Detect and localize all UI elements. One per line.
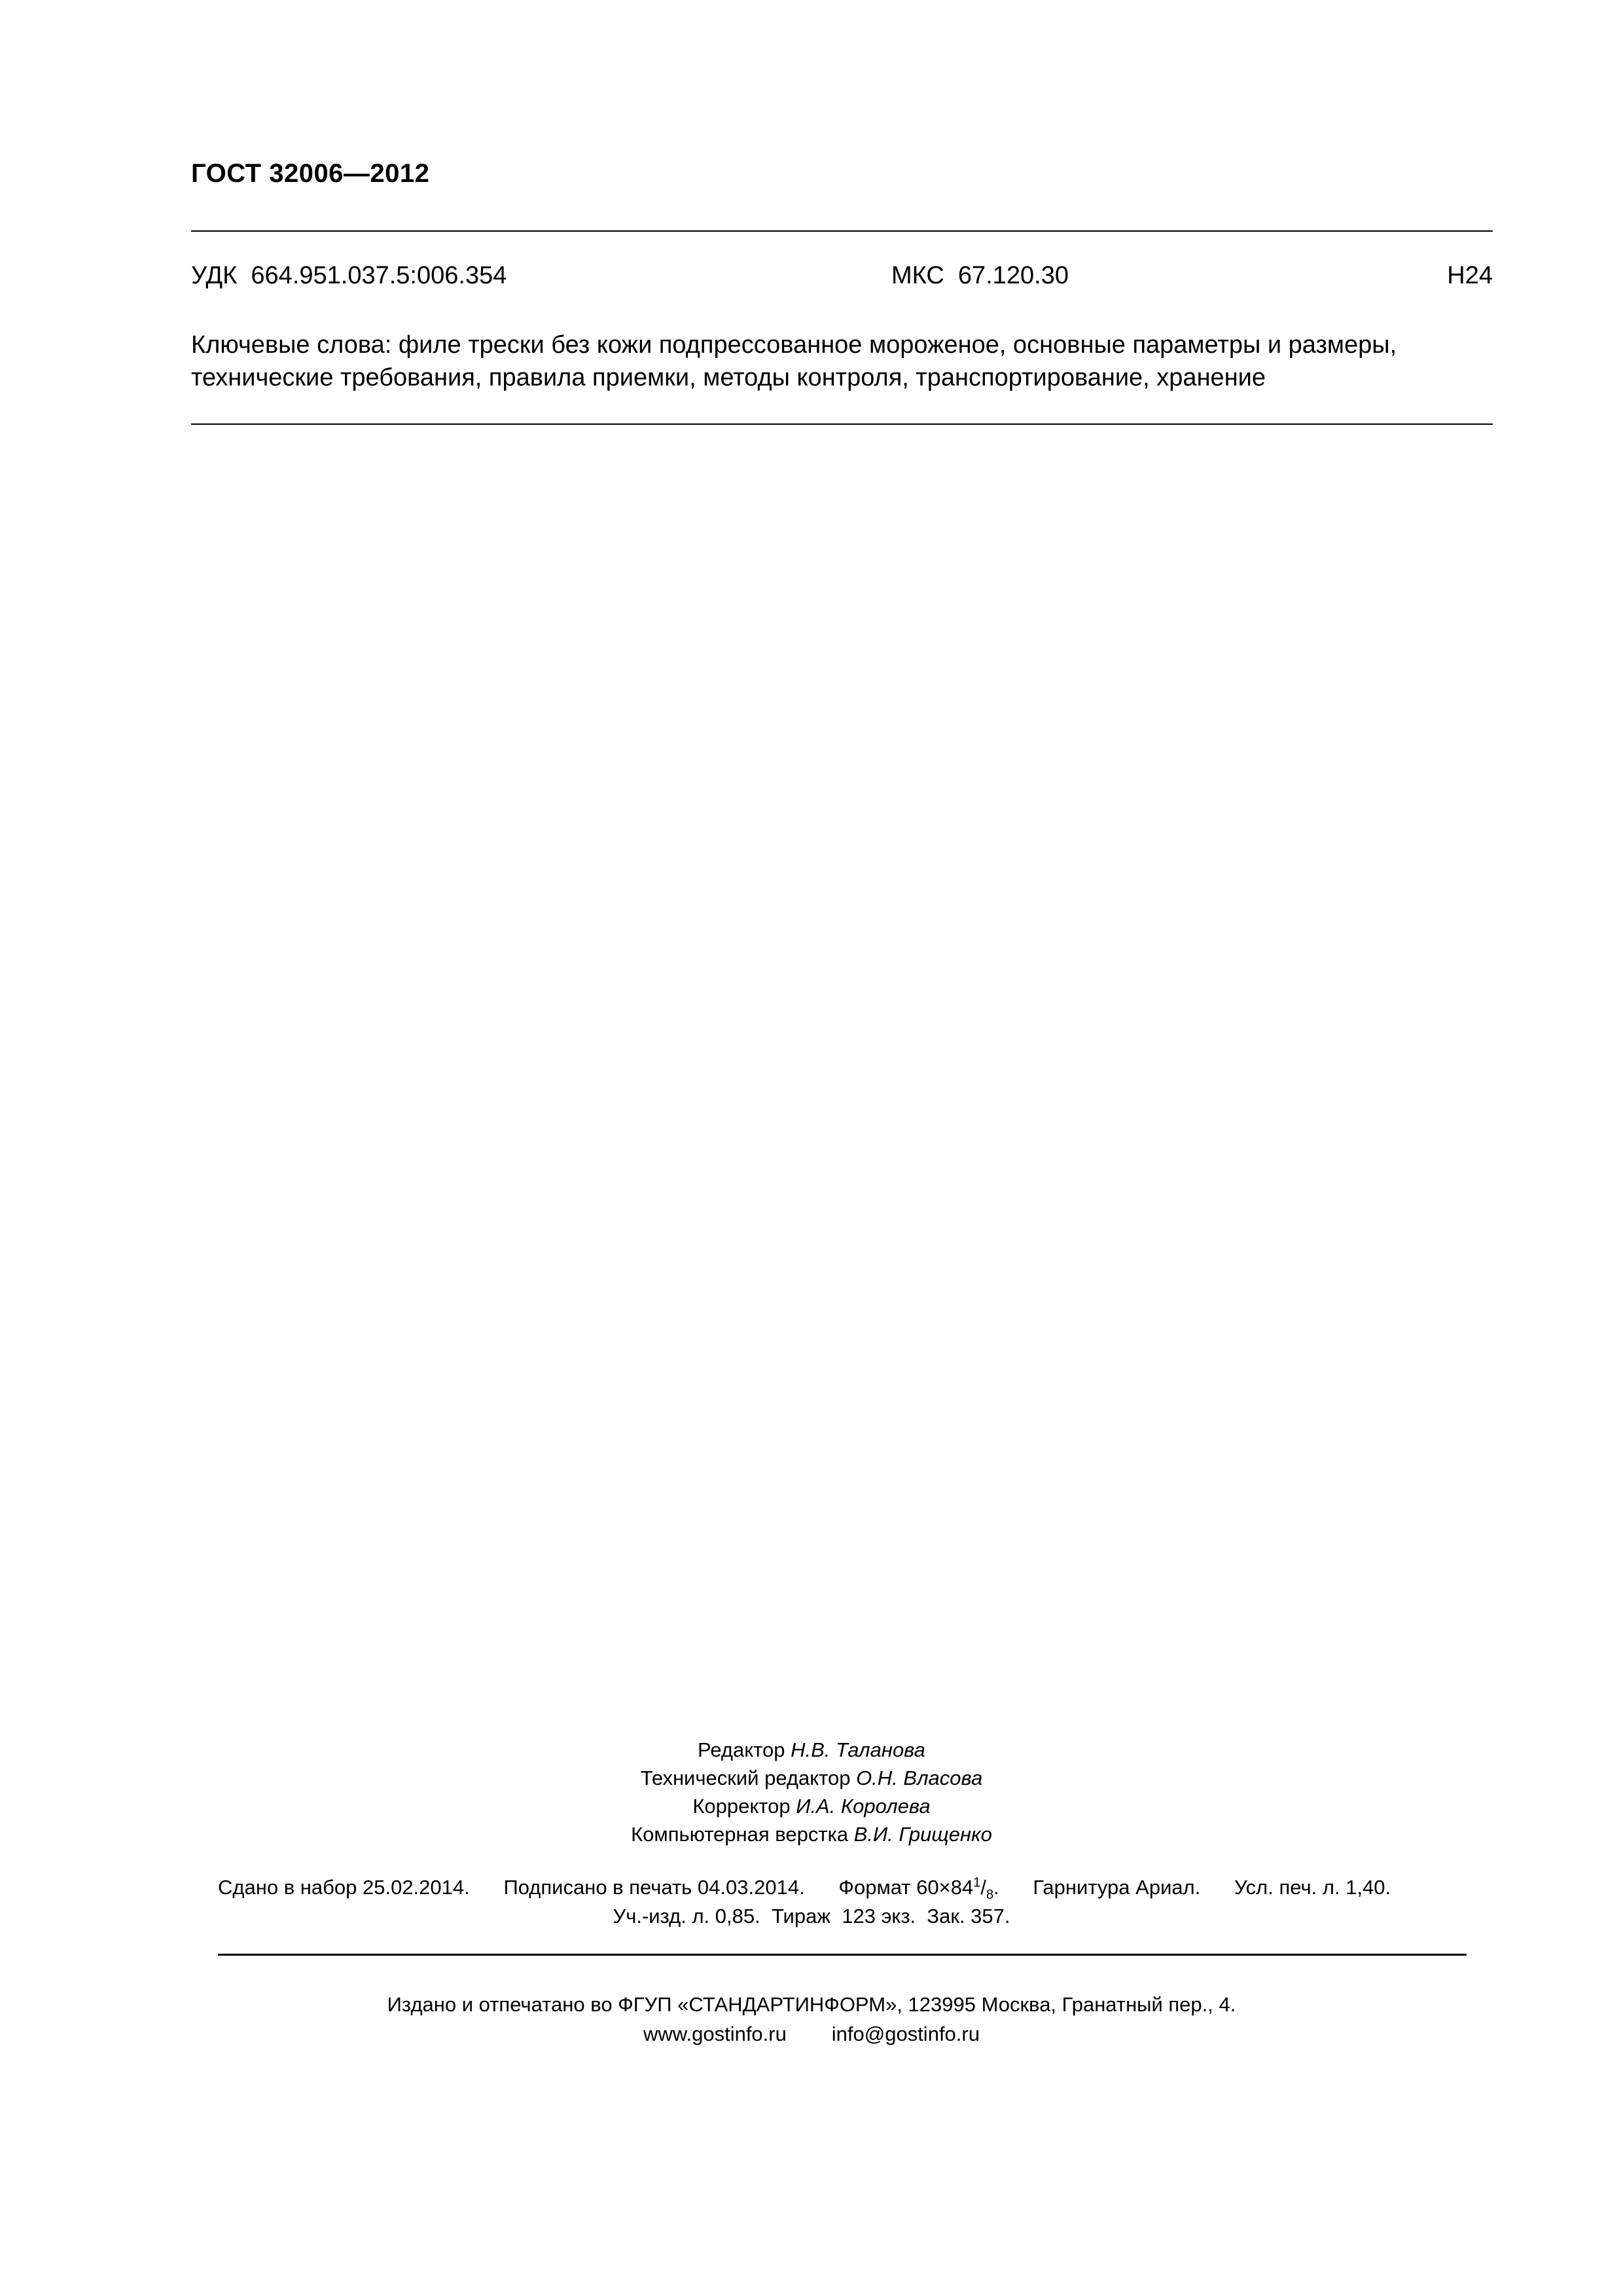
credits-block <box>0 1736 1623 1848</box>
imprint-submitted: Сдано в набор 25.02.2014. <box>218 1876 470 1899</box>
credit-corrector-role: Корректор <box>692 1795 796 1818</box>
credit-layout-name: В.И. Грищенко <box>853 1823 992 1846</box>
credit-layout <box>0 1820 1623 1848</box>
document-code: ГОСТ 32006—2012 <box>191 159 430 188</box>
credit-tech-editor <box>0 1764 1623 1792</box>
credit-editor-role: Редактор <box>698 1738 791 1761</box>
classification-row <box>191 262 1493 298</box>
credit-editor <box>0 1736 1623 1764</box>
keywords-block <box>191 329 1500 394</box>
imprint-print-sheets: Усл. печ. л. 1,40. <box>1234 1876 1391 1899</box>
publisher-email[interactable]: info@gostinfo.ru <box>831 2022 980 2045</box>
publisher-website[interactable]: www.gostinfo.ru <box>643 2022 787 2045</box>
keywords-line-1: Ключевые слова: филе трески без кожи подпрессованное мороженое, основные параметры и размеры, <box>191 331 1397 359</box>
credit-corrector <box>0 1792 1623 1820</box>
keywords-divider <box>191 423 1493 425</box>
credit-layout-role: Компьютерная верстка <box>631 1823 854 1846</box>
imprint-line-2: Уч.-изд. л. 0,85. Тираж 123 экз. Зак. 357. <box>613 1905 1010 1928</box>
imprint-signed: Подписано в печать 04.03.2014. <box>503 1876 805 1899</box>
credit-corrector-name: И.А. Королева <box>796 1795 931 1818</box>
imprint-line-1 <box>218 1875 1467 1903</box>
credit-tech-editor-name: О.Н. Власова <box>856 1767 983 1789</box>
udc-code: УДК 664.951.037.5:006.354 <box>191 262 507 289</box>
imprint-divider <box>218 1954 1467 1956</box>
top-divider <box>191 230 1493 232</box>
mks-code: МКС 67.120.30 <box>891 262 1069 289</box>
publisher-links <box>0 2019 1623 2049</box>
credit-editor-name: Н.В. Таланова <box>791 1738 925 1761</box>
publisher-address: Издано и отпечатано во ФГУП «СТАНДАРТИНФОРМ», 123995 Москва, Гранатный пер., 4. <box>387 1993 1236 2016</box>
credit-tech-editor-role: Технический редактор <box>640 1767 857 1789</box>
publisher-block <box>0 1990 1623 2049</box>
imprint-format: Формат $60\times 84^1/_8$. <box>838 1875 999 1903</box>
imprint-typeface: Гарнитура Ариал. <box>1033 1876 1201 1899</box>
okc-code: Н24 <box>1447 262 1493 289</box>
keywords-line-2: технические требования, правила приемки, методы контроля, транспортирование, хранение <box>191 364 1266 391</box>
